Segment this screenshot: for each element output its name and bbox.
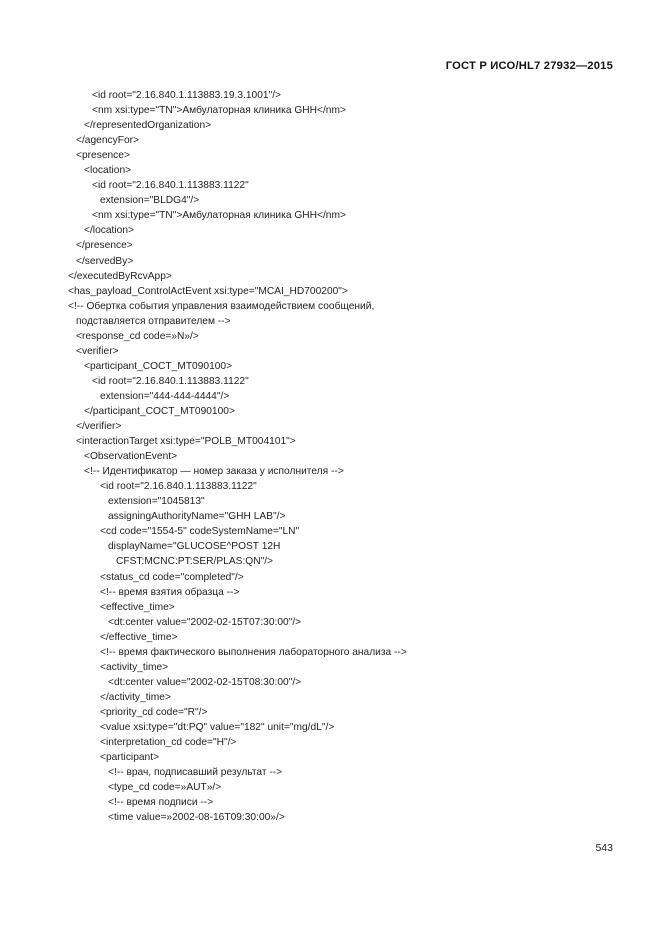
code-line: </representedOrganization> [84,120,212,132]
code-line: <!-- врач, подписавший результат --> [108,767,283,779]
code-line: </participant_COCT_MT090100> [84,405,235,417]
code-line: <value xsi:type="dt:PQ" value="182" unit="mg/dL"/> [100,721,335,733]
code-line: <status_cd code="completed"/> [100,571,244,583]
code-line: <has_payload_ControlActEvent xsi:type="MCAI_HD700200"> [68,285,348,297]
code-line: <ObservationEvent> [84,451,178,463]
xml-code-listing [68,88,621,825]
code-line: <id root="2.16.840.1.113883.19.3.1001"/> [92,90,281,101]
code-line: extension="BLDG4"/> [100,195,200,207]
code-line: </agencyFor> [76,135,139,147]
code-line: <dt:center value="2002-02-15T08:30:00"/> [108,676,302,688]
code-line: <activity_time> [100,661,169,673]
code-line: <response_cd code=»N»/> [76,330,199,342]
code-line: <priority_cd code="R"/> [100,706,208,718]
code-line: </verifier> [76,421,122,433]
code-line: </executedByRcvApp> [68,270,172,282]
code-line: <presence> [76,150,130,162]
page-header-standard-title: ГОСТ Р ИСО/HL7 27932—2015 [445,60,613,72]
code-line: </location> [84,225,134,237]
code-line: <id root="2.16.840.1.113883.1122" [100,481,257,493]
code-line: <dt:center value="2002-02-15T07:30:00"/> [108,616,302,628]
code-line: <location> [84,165,132,177]
code-line: <id root="2.16.840.1.113883.1122" [92,180,249,192]
code-line: <verifier> [76,345,119,357]
code-line: <interactionTarget xsi:type="POLB_MT004101"> [76,436,296,448]
code-line: <nm xsi:type="TN">Амбулаторная клиника GHH</nm> [92,210,346,222]
page-number: 543 [595,842,613,854]
code-line: <nm xsi:type="TN">Амбулаторная клиника GHH</nm> [92,105,346,117]
code-line: <id root="2.16.840.1.113883.1122" [92,375,249,387]
code-line: </servedBy> [76,255,134,267]
code-line: <participant_COCT_MT090100> [84,360,233,372]
code-line: </presence> [76,240,133,252]
code-line: extension="1045813" [108,496,205,508]
code-line: <!-- время фактического выполнения лабораторного анализа --> [100,646,407,658]
code-line: <type_cd code=»AUT»/> [108,782,222,794]
code-line: </effective_time> [100,631,178,643]
code-line: <effective_time> [100,601,175,613]
code-line: <!-- время взятия образца --> [100,586,240,598]
code-line: <time value=»2002-08-16T09:30:00»/> [108,812,285,824]
code-line: <!-- Обертка события управления взаимодействием сообщений, [68,300,375,312]
code-line: CFST:MCNC:PT:SER/PLAS:QN"/> [116,556,274,568]
code-line: displayName="GLUCOSE^POST 12H [108,541,281,553]
code-line: <!-- время подписи --> [108,797,214,809]
code-line: <participant> [100,752,160,764]
code-line: <cd code="1554-5" codeSystemName="LN" [100,526,300,538]
code-line: <interpretation_cd code="H"/> [100,737,237,749]
code-line: extension="444-444-4444"/> [100,390,230,402]
code-line: assigningAuthorityName="GHH LAB"/> [108,511,286,523]
code-line: </activity_time> [100,691,171,703]
code-line: подставляется отправителем --> [76,315,231,327]
code-line: <!-- Идентификатор — номер заказа у исполнителя --> [84,466,344,478]
